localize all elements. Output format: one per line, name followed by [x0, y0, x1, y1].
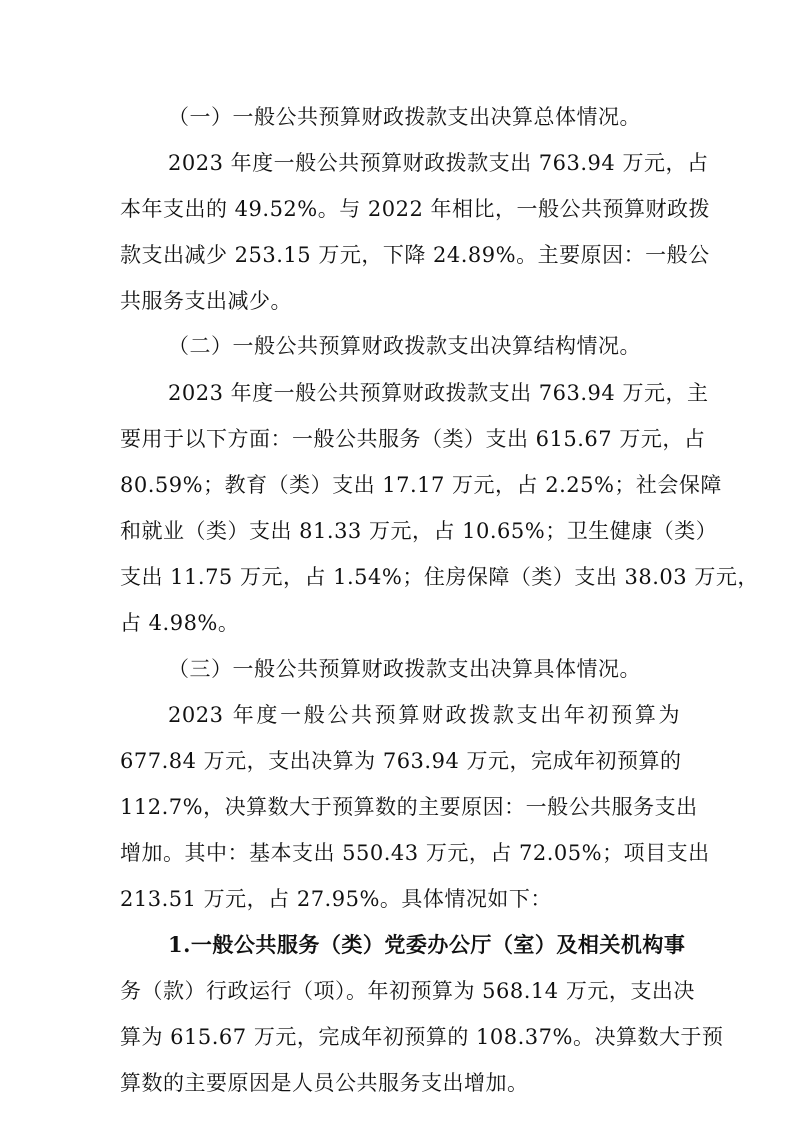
section1-line-2: 本年支出的 49.52%。与 2022 年相比，一般公共预算财政拨 [120, 197, 711, 221]
section3-line-3: 112.7%，决算数大于预算数的主要原因：一般公共服务支出 [120, 795, 698, 819]
section1-line-1: 2023 年度一般公共预算财政拨款支出 763.94 万元，占 [168, 151, 709, 175]
section2-line-5: 支出 11.75 万元，占 1.54%；住房保障（类）支出 38.03 万元， [120, 565, 759, 589]
section1-line-4: 共服务支出减少。 [120, 289, 292, 313]
section2-heading: （二）一般公共预算财政拨款支出决算结构情况。 [168, 334, 641, 358]
section2-line-3: 80.59%；教育（类）支出 17.17 万元，占 2.25%；社会保障 [120, 473, 722, 497]
section2-line-2: 要用于以下方面：一般公共服务（类）支出 615.67 万元，占 [120, 427, 706, 451]
section2-line-6: 占 4.98%。 [120, 611, 240, 635]
section2-line-4: 和就业（类）支出 81.33 万元，占 10.65%；卫生健康（类） [120, 519, 718, 543]
section3-line-5: 213.51 万元，占 27.95%。具体情况如下： [120, 887, 552, 911]
section1-heading: （一）一般公共预算财政拨款支出决算总体情况。 [168, 105, 641, 129]
item1-line-1: 1.一般公共服务（类）党委办公厅（室）及相关机构事 [168, 932, 686, 957]
section3-line-1: 2023 年度一般公共预算财政拨款支出年初预算为 [168, 703, 680, 727]
section1-line-3: 款支出减少 253.15 万元，下降 24.89%。主要原因：一般公 [120, 243, 710, 267]
item1-line-4: 算数的主要原因是人员公共服务支出增加。 [120, 1071, 529, 1095]
section3-heading: （三）一般公共预算财政拨款支出决算具体情况。 [168, 657, 641, 681]
item1-line-3: 算为 615.67 万元，完成年初预算的 108.37%。决算数大于预 [120, 1025, 724, 1049]
section3-line-4: 增加。其中：基本支出 550.43 万元，占 72.05%；项目支出 [120, 841, 710, 865]
item1-line-2: 务（款）行政运行（项）。年初预算为 568.14 万元，支出决 [120, 979, 695, 1003]
section3-line-2: 677.84 万元，支出决算为 763.94 万元，完成年初预算的 [120, 749, 682, 773]
section2-line-1: 2023 年度一般公共预算财政拨款支出 763.94 万元，主 [168, 381, 709, 405]
